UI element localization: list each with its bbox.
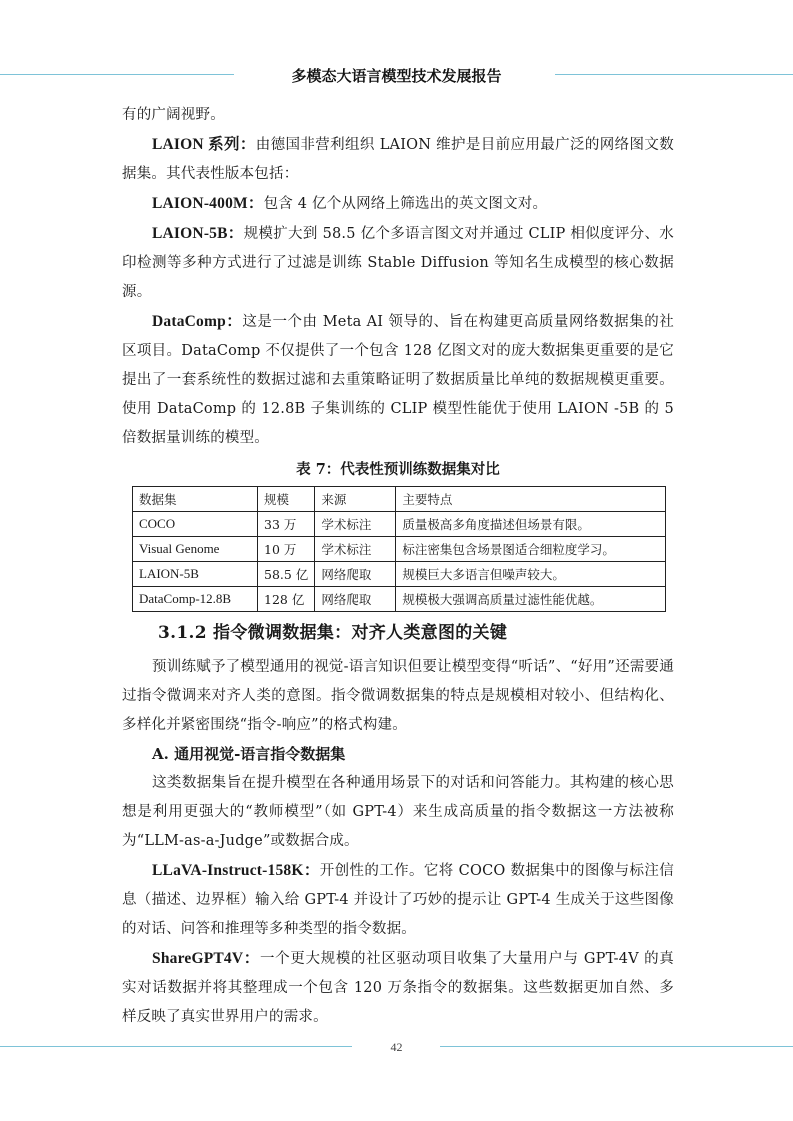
- table-cell: 58.5 亿: [258, 562, 315, 587]
- table-cell: 规模巨大多语言但噪声较大。: [396, 562, 666, 587]
- table-row: [133, 537, 666, 562]
- paragraph-laion-5b: [122, 219, 674, 307]
- table-cell: 学术标注: [315, 537, 396, 562]
- term-llava-instruct: LLaVA-Instruct-158K：: [152, 862, 320, 879]
- term-sharegpt4v: ShareGPT4V：: [152, 950, 260, 967]
- table-cell: LAION-5B: [133, 562, 258, 587]
- paragraph-text: 一个更大规模的社区驱动项目收集了大量用户与 GPT-4V 的真实对话数据并将其整理成一个包含 120 万条指令的数据集。这些数据更加自然、多样反映了真实世界用户的需求。: [122, 951, 674, 1025]
- paragraph-laion-400m: [122, 189, 674, 219]
- section-heading: 3.1.2 指令微调数据集：对齐人类意图的关键: [158, 623, 508, 643]
- term-laion-series: LAION 系列：: [152, 136, 256, 153]
- table-cell: DataComp-12.8B: [133, 587, 258, 612]
- table-header-cell: 主要特点: [396, 487, 666, 512]
- table-header-cell: 数据集: [133, 487, 258, 512]
- table-cell: COCO: [133, 512, 258, 537]
- table-row: [133, 587, 666, 612]
- term-laion-5b: LAION-5B：: [152, 225, 244, 242]
- table-cell: Visual Genome: [133, 537, 258, 562]
- paragraph-general-datasets: 这类数据集旨在提升模型在各种通用场景下的对话和问答能力。其构建的核心思想是利用更强大的“教师模型”（如 GPT-4）来生成高质量的指令数据这一方法被称为“LLM-as-a-Judge”或数据合成。: [122, 775, 674, 849]
- paragraph-text: 包含 4 亿个从网络上筛选出的英文图文对。: [263, 196, 548, 212]
- paragraph-instruction-intro: 预训练赋予了模型通用的视觉-语言知识但要让模型变得“听话”、“好用”还需要通过指令微调来对齐人类的意图。指令微调数据集的特点是规模相对较小、但结构化、多样化并紧密围绕“指令-响应”的格式构建。: [122, 659, 674, 733]
- page-body: [122, 101, 674, 1032]
- table-cell: 规模极大强调高质量过滤性能优越。: [396, 587, 666, 612]
- table-header-row: [133, 487, 666, 512]
- table-header-cell: 规模: [258, 487, 315, 512]
- paragraph-datacomp: [122, 307, 674, 453]
- table-row: [133, 512, 666, 537]
- paragraph-sharegpt4v: [122, 944, 674, 1032]
- table-cell: 学术标注: [315, 512, 396, 537]
- dataset-comparison-table: [132, 486, 666, 612]
- table-caption: 表 7：代表性预训练数据集对比: [296, 461, 500, 478]
- paragraph-text: 开创性的工作。它将 COCO 数据集中的图像与标注信息（描述、边界框）输入给 GPT-4 并设计了巧妙的提示让 GPT-4 生成关于这些图像的对话、问答和推理等多种类型的指令数据。: [122, 863, 674, 937]
- table-cell: 网络爬取: [315, 587, 396, 612]
- term-datacomp: DataComp：: [152, 313, 243, 330]
- table-cell: 10 万: [258, 537, 315, 562]
- table-header-cell: 来源: [315, 487, 396, 512]
- subsection-heading: A. 通用视觉-语言指令数据集: [152, 745, 346, 763]
- page-header-title: 多模态大语言模型技术发展报告: [291, 67, 502, 85]
- paragraph-text: 规模扩大到 58.5 亿个多语言图文对并通过 CLIP 相似度评分、水印检测等多种方式进行了过滤是训练 Stable Diffusion 等知名生成模型的核心数据源。: [122, 226, 674, 300]
- table-row: [133, 562, 666, 587]
- table-cell: 网络爬取: [315, 562, 396, 587]
- table-cell: 标注密集包含场景图适合细粒度学习。: [396, 537, 666, 562]
- term-laion-400m: LAION-400M：: [152, 195, 264, 212]
- paragraph-laion-series: [122, 130, 674, 189]
- table-cell: 质量极高多角度描述但场景有限。: [396, 512, 666, 537]
- paragraph-llava-instruct: [122, 856, 674, 944]
- paragraph-continuation: 有的广阔视野。: [122, 107, 225, 123]
- paragraph-text: 由德国非营利组织 LAION 维护是目前应用最广泛的网络图文数据集。其代表性版本包括：: [122, 137, 674, 182]
- paragraph-text: 这是一个由 Meta AI 领导的、旨在构建更高质量网络数据集的社区项目。DataComp 不仅提供了一个包含 128 亿图文对的庞大数据集更重要的是它提出了一套系统性的数据过滤和去重策略证明了数据质量比单纯的数据规模更重要。使用 DataComp 的 12.8B 子集训练的 CLIP 模型性能优于使用 LAION -5B 的 5 倍数据量训练的模型。: [122, 314, 674, 446]
- table-cell: 33 万: [258, 512, 315, 537]
- page-number: 42: [390, 1040, 403, 1054]
- table-cell: 128 亿: [258, 587, 315, 612]
